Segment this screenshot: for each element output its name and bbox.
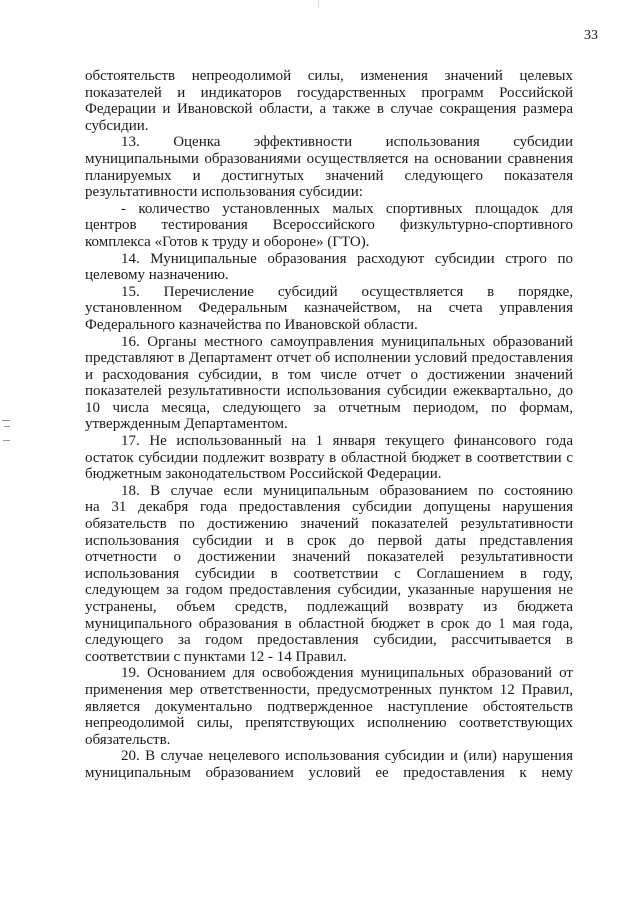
- text-line: и расходования субсидии, в том числе отчет о достижении значений: [85, 366, 573, 383]
- text-line: показателей результативности использования субсидии ежеквартально, до: [85, 383, 573, 400]
- text-line: результативности использования субсидии:: [85, 184, 363, 201]
- document-body: [85, 68, 573, 782]
- text-line: является документально подтвержденное наступление обстоятельств: [85, 698, 573, 715]
- text-line: Федерации и Ивановской области, а также в случае сокращения размера: [85, 101, 573, 118]
- paragraph-p17: [85, 433, 573, 483]
- text-line: муниципального образования в областной бюджет в срок до 1 мая года,: [85, 615, 573, 632]
- text-line: применения мер ответственности, предусмотренных пунктом 12 Правил,: [85, 681, 573, 698]
- paragraph-p16: [85, 334, 573, 434]
- text-line: комплекса «Готов к труду и обороне» (ГТО).: [85, 233, 370, 250]
- text-line: непреодолимой силы, препятствующих исполнению соответствующих: [85, 715, 573, 732]
- text-line: устранены, объем средств, подлежащий возврату из бюджета: [85, 599, 573, 615]
- scan-artifact: [318, 0, 319, 8]
- text-line: 19. Основанием для освобождения муниципальных образований от: [121, 665, 573, 682]
- text-line: 18. В случае если муниципальным образованием по состоянию: [121, 482, 573, 499]
- text-line: - количество установленных малых спортивных площадок для: [121, 200, 573, 217]
- text-line: 14. Муниципальные образования расходуют субсидии строго по: [121, 250, 573, 267]
- text-line: 17. Не использованный на 1 января текущего финансового года: [121, 433, 573, 450]
- text-line: 13. Оценка эффективности использования субсидии: [121, 134, 573, 151]
- text-line: бюджетным законодательством Российской Федерации.: [85, 466, 442, 483]
- paragraph-p14: [85, 251, 573, 284]
- text-line: обязательств.: [85, 731, 171, 748]
- paragraph-p13: [85, 134, 573, 200]
- paragraph-p19: [85, 665, 573, 748]
- text-line: следующего за годом предоставления субсидии, рассчитывается в: [85, 632, 573, 649]
- text-line: Федерального казначейства по Ивановской области.: [85, 316, 418, 333]
- text-line: утвержденным Департаментом.: [85, 416, 288, 433]
- text-line: 15. Перечисление субсидий осуществляется в порядке,: [121, 283, 573, 300]
- text-line: планируемых и достигнутых значений следующего показателя: [85, 167, 573, 184]
- paragraph-p13-item: [85, 201, 573, 251]
- paragraph-p15: [85, 284, 573, 334]
- text-line: муниципальным образованием условий ее предоставления к нему: [85, 764, 573, 781]
- scan-margin-marks: [0, 416, 14, 456]
- text-line: следующем за годом предоставления субсидии, указанные нарушения не: [85, 582, 573, 599]
- paragraph-p20: [85, 748, 573, 781]
- text-line: субсидии.: [85, 117, 149, 134]
- text-line: остаток субсидии подлежит возврату в областной бюджет в соответствии с: [85, 449, 573, 466]
- text-line: представляют в Департамент отчет об исполнении условий предоставления: [85, 350, 573, 367]
- text-line: на 31 декабря года предоставления субсидии допущены нарушения: [85, 499, 573, 516]
- text-line: 20. В случае нецелевого использования субсидии и (или) нарушения: [121, 748, 573, 765]
- text-line: показателей и индикаторов государственных программ Российской: [85, 84, 573, 101]
- text-line: использования субсидии в соответствии с Соглашением в году,: [85, 565, 573, 582]
- text-line: муниципальными образованиями осуществляется на основании сравнения: [85, 150, 573, 167]
- text-line: обстоятельств непреодолимой силы, изменения значений целевых: [85, 68, 573, 84]
- text-line: отчетности о достижении значений показателей результативности: [85, 549, 573, 566]
- text-line: 16. Органы местного самоуправления муниципальных образований: [121, 333, 573, 350]
- text-line: центров тестирования Всероссийского физкультурно-спортивного: [85, 217, 573, 234]
- text-line: обязательств по достижению значений показателей результативности: [85, 516, 573, 533]
- text-line: целевому назначению.: [85, 267, 229, 284]
- paragraph-p18: [85, 483, 573, 666]
- text-line: установленном Федеральным казначейством, на счета управления: [85, 300, 573, 317]
- page-number: 33: [584, 28, 598, 43]
- text-line: использования субсидии и в срок до первой даты представления: [85, 532, 573, 549]
- text-line: 10 числа месяца, следующего за отчетным периодом, по формам,: [85, 399, 573, 416]
- paragraph-p-cont: [85, 68, 573, 134]
- text-line: соответствии с пунктами 12 - 14 Правил.: [85, 648, 347, 665]
